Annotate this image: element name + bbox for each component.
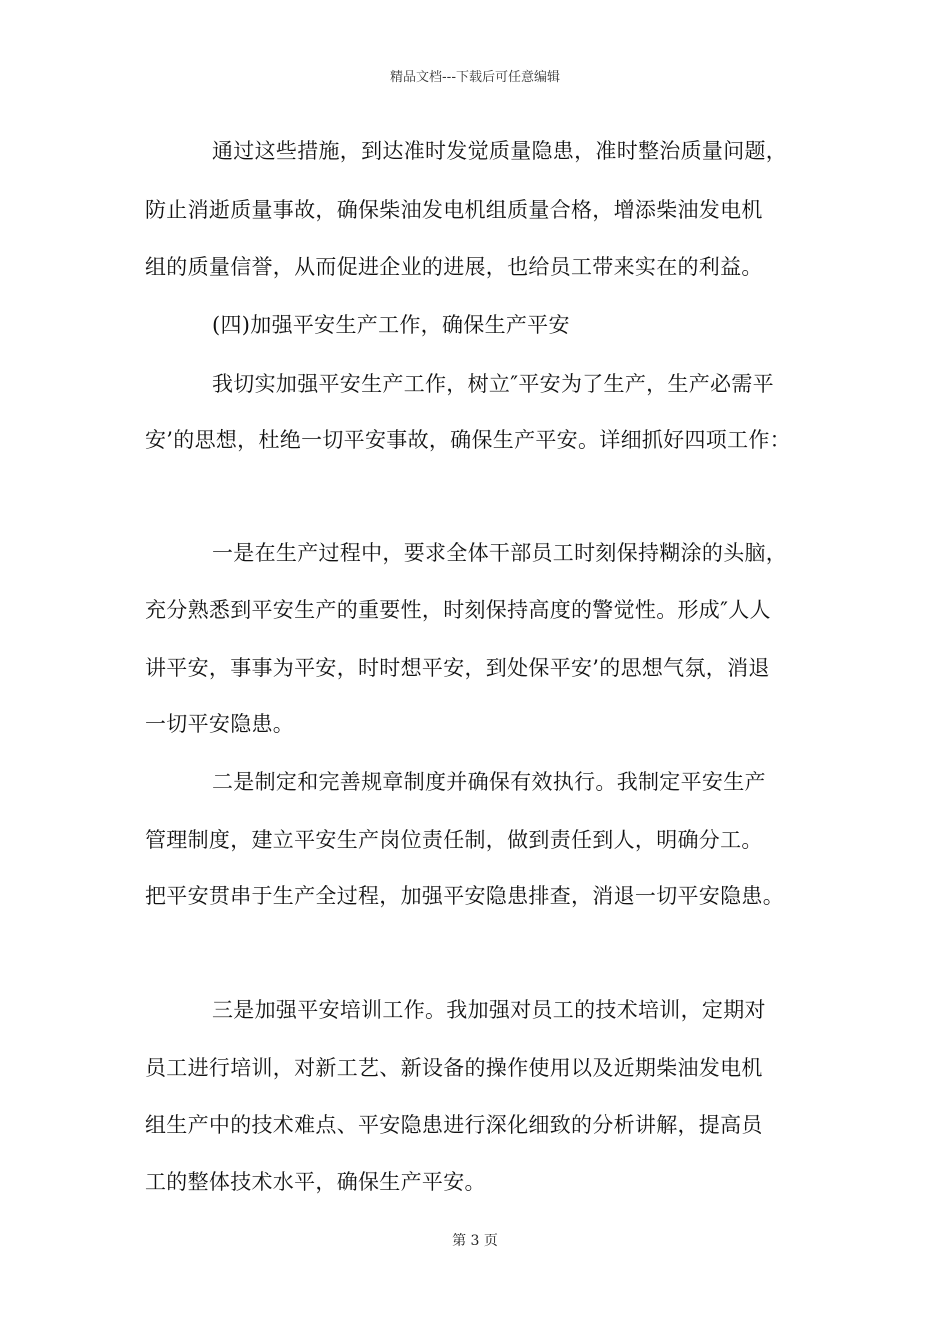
text-line: 员工进行培训，对新工艺、新设备的操作使用以及近期柴油发电机 <box>145 1056 763 1080</box>
text-line: 组的质量信誉，从而促进企业的进展，也给员工带来实在的利益。 <box>145 255 763 279</box>
section-heading: (四)加强平安生产工作，确保生产平安 <box>212 313 570 337</box>
text-line: 一是在生产过程中，要求全体干部员工时刻保持糊涂的头脑， <box>212 541 788 565</box>
page-number: 第 3 页 <box>452 1233 498 1249</box>
text-line: 组生产中的技术难点、平安隐患进行深化细致的分析讲解，提高员 <box>145 1113 763 1137</box>
text-line: 防止消逝质量事故，确保柴油发电机组质量合格，增添柴油发电机 <box>145 198 763 222</box>
text-line: 工的整体技术水平，确保生产平安。 <box>145 1170 486 1194</box>
text-line: 把平安贯串于生产全过程，加强平安隐患排查，消退一切平安隐患。 <box>145 884 784 908</box>
text-line: 安’的思想，杜绝一切平安事故，确保生产平安。详细抓好四项工作： <box>145 428 791 452</box>
text-line: 二是制定和完善规章制度并确保有效执行。我制定平安生产 <box>212 770 766 794</box>
text-line: 一切平安隐患。 <box>145 712 295 736</box>
text-line: 讲平安，事事为平安，时时想平安，到处保平安’的思想气氛，消退 <box>145 656 770 680</box>
text-line: 管理制度，建立平安生产岗位责任制，做到责任到人，明确分工。 <box>145 828 763 852</box>
text-line: 充分熟悉到平安生产的重要性，时刻保持高度的警觉性。形成″人人 <box>145 598 771 622</box>
text-line: 我切实加强平安生产工作，树立″平安为了生产，生产必需平 <box>212 372 774 396</box>
text-line: 通过这些措施，到达准时发觉质量隐患，准时整治质量问题， <box>212 139 788 163</box>
page-header: 精品文档---下载后可任意编辑 <box>389 70 561 85</box>
text-line: 三是加强平安培训工作。我加强对员工的技术培训，定期对 <box>212 998 766 1022</box>
